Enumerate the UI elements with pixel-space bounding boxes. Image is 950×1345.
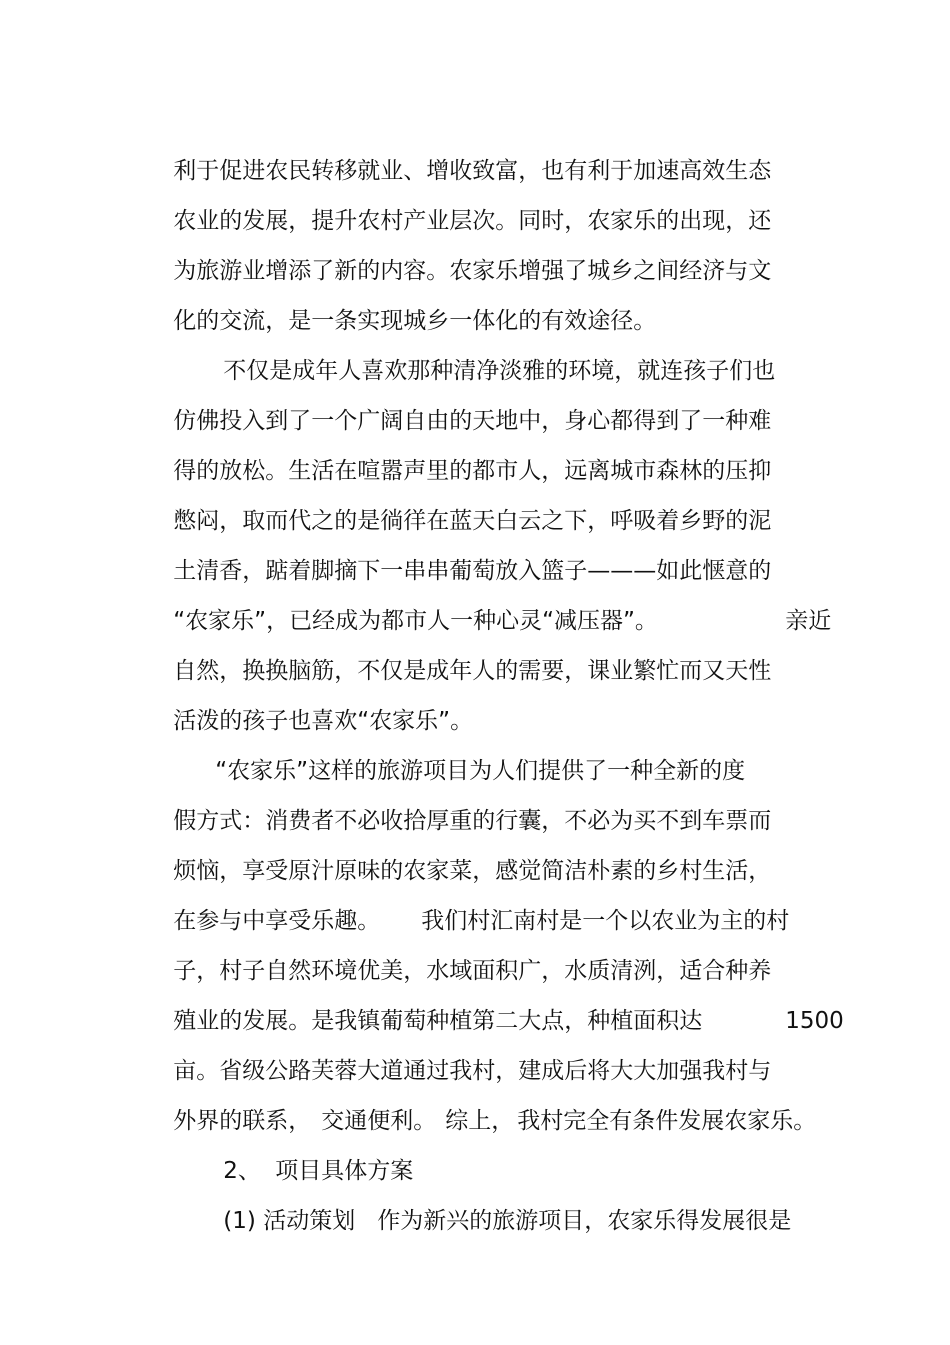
- text-segment: 亲近: [785, 608, 832, 634]
- text-segment: 外界的联系，: [173, 1108, 312, 1134]
- text-segment: (1): [223, 1208, 256, 1234]
- text-segment: “农家乐”，已经成为都市人一种心灵“减压器”。: [173, 608, 658, 634]
- text-segment: 子，村子自然环境优美，水域面积广，水质清洌，适合种养: [173, 958, 772, 984]
- text-segment: 项目具体方案: [275, 1158, 414, 1184]
- text-segment: 交通便利。: [321, 1108, 437, 1134]
- text-segment: 我村完全有条件发展农家乐。: [517, 1108, 817, 1134]
- text-segment: 在参与中享受乐趣。: [173, 908, 381, 934]
- text-segment: 自然，换换脑筋，不仅是成年人的需要，课业繁忙而又天性: [173, 658, 772, 684]
- text-segment: 利于促进农民转移就业、增收致富，也有利于加速高效生态: [173, 158, 772, 184]
- text-segment: 化的交流，是一条实现城乡一体化的有效途径。: [173, 308, 657, 334]
- text-segment: 1500: [785, 1008, 844, 1034]
- text-segment: 为旅游业增添了新的内容。农家乐增强了城乡之间经济与文: [173, 258, 772, 284]
- text-segment: 假方式：消费者不必收拾厚重的行囊，不必为买不到车票而: [173, 808, 772, 834]
- text-segment: 仿佛投入到了一个广阔自由的天地中，身心都得到了一种难: [173, 408, 772, 434]
- text-segment: 作为新兴的旅游项目，农家乐得发展很是: [377, 1208, 792, 1234]
- text-segment: 烦恼，享受原汁原味的农家菜，感觉简洁朴素的乡村生活，: [173, 858, 772, 884]
- text-line-part: [488, 1076, 816, 1166]
- subsection-heading: [234, 1176, 355, 1266]
- text-segment: 得的放松。生活在喧嚣声里的都市人，远离城市森林的压抑: [173, 458, 772, 484]
- text-segment: 亩。省级公路芙蓉大道通过我村，建成后将大大加强我村与: [173, 1058, 772, 1084]
- text-segment: 活动策划: [263, 1208, 356, 1234]
- text-segment: 综上，: [445, 1108, 515, 1134]
- text-segment: 活泼的孩子也喜欢“农家乐”。: [173, 708, 474, 734]
- text-segment: 憋闷，取而代之的是徜徉在蓝天白云之下，呼吸着乡野的泥: [173, 508, 772, 534]
- text-segment: 殖业的发展。是我镇葡萄种植第二大点，种植面积达: [173, 1008, 703, 1034]
- text-segment: 2、: [223, 1158, 261, 1184]
- text-segment: 不仅是成年人喜欢那种清净淡雅的环境，就连孩子们也: [223, 358, 776, 384]
- text-segment: “农家乐”这样的旅游项目为人们提供了一种全新的度: [215, 758, 746, 784]
- text-segment: 我们村汇南村是一个以农业为主的村: [421, 908, 790, 934]
- text-segment: 农业的发展，提升农村产业层次。同时，农家乐的出现，还: [173, 208, 772, 234]
- text-line-part: [348, 1176, 791, 1266]
- text-segment: 土清香，踮着脚摘下一串串葡萄放入篮子———如此惬意的: [173, 558, 772, 584]
